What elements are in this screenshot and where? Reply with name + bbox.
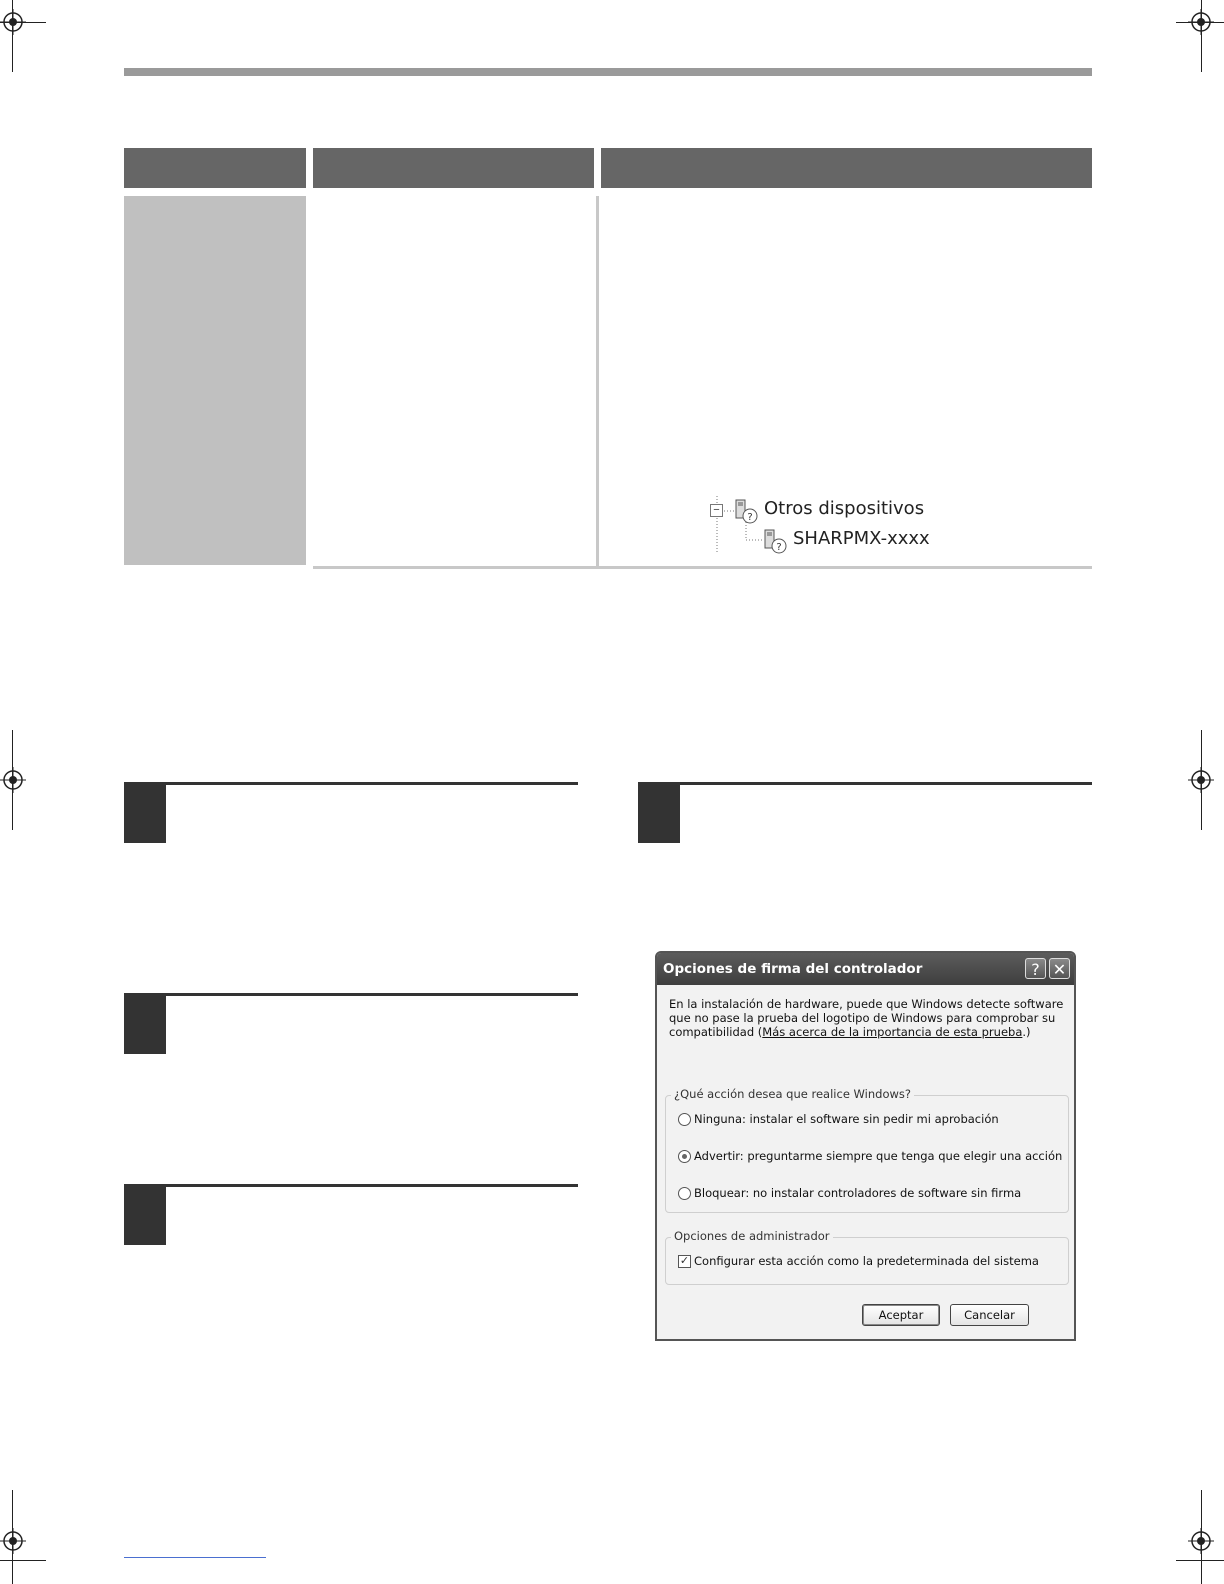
crop-mark [0, 1560, 46, 1561]
action-group-label: ¿Qué acción desea que realice Windows? [671, 1087, 914, 1101]
dialog-titlebar[interactable] [657, 953, 1074, 985]
step-rule [124, 1184, 578, 1187]
header-rule [124, 68, 1092, 76]
step-number-box [124, 1185, 166, 1245]
description-line: En la instalación de hardware, puede que Windows detecte software [669, 997, 1064, 1011]
option-warn-radio[interactable] [678, 1150, 691, 1163]
admin-group-label: Opciones de administrador [671, 1229, 833, 1243]
footer-link-rule [124, 1557, 266, 1558]
option-block-radio[interactable] [678, 1187, 691, 1200]
step-rule [638, 782, 1092, 785]
more-info-link[interactable]: Más acerca de la importancia de esta prueba [762, 1025, 1023, 1039]
svg-text:?: ? [776, 542, 782, 553]
registration-mark-icon [1188, 767, 1214, 793]
registration-mark-icon [1188, 9, 1214, 35]
step-number-box [638, 783, 680, 843]
description-line: que no pase la prueba del logotipo de Windows para comprobar su [669, 1011, 1056, 1025]
table-header-cell-2 [313, 148, 594, 188]
help-icon[interactable]: ? [1025, 958, 1046, 979]
table-header-cell-1 [124, 148, 306, 188]
crop-mark [1176, 1560, 1224, 1561]
tree-group-label[interactable]: Otros dispositivos [764, 498, 925, 519]
step-number-box [124, 994, 166, 1054]
tree-device-label[interactable]: SHARPMX-xxxx [793, 528, 930, 549]
option-none-label[interactable]: Ninguna: instalar el software sin pedir mi aprobación [694, 1112, 999, 1126]
action-groupbox [665, 1087, 1069, 1213]
table-header-cell-3 [601, 148, 1092, 188]
admin-default-checkbox[interactable]: ✓ [679, 1255, 690, 1267]
table-column-divider [596, 196, 599, 568]
registration-mark-icon [1188, 1528, 1214, 1554]
admin-default-label[interactable]: Configurar esta acción como la predeterminada del sistema [694, 1254, 1039, 1268]
option-block-label[interactable]: Bloquear: no instalar controladores de software sin firma [694, 1186, 1022, 1200]
step-rule [124, 993, 578, 996]
option-none-radio[interactable] [678, 1113, 691, 1126]
driver-signing-dialog [655, 951, 1076, 1341]
option-warn-label[interactable]: Advertir: preguntarme siempre que tenga que elegir una acción [694, 1149, 1063, 1163]
table-label-column [124, 196, 306, 565]
registration-mark-icon [0, 1528, 26, 1554]
step-rule [124, 782, 578, 785]
svg-text:?: ? [747, 512, 753, 523]
unknown-device-icon [733, 498, 759, 524]
registration-mark-icon [0, 767, 26, 793]
table-bottom-rule [313, 566, 1092, 569]
cancel-button[interactable]: Cancelar [950, 1304, 1029, 1326]
step-number-box [124, 783, 166, 843]
admin-groupbox [665, 1229, 1069, 1285]
registration-mark-icon [0, 9, 26, 35]
close-icon[interactable]: ✕ [1049, 958, 1070, 979]
tree-collapse-toggle[interactable]: − [710, 504, 723, 517]
description-line: compatibilidad (Más acerca de la importancia de esta prueba.) [669, 1025, 1031, 1039]
accept-button[interactable]: Aceptar [862, 1304, 940, 1326]
dialog-title: Opciones de firma del controlador [663, 961, 923, 977]
unknown-device-icon [762, 528, 788, 554]
